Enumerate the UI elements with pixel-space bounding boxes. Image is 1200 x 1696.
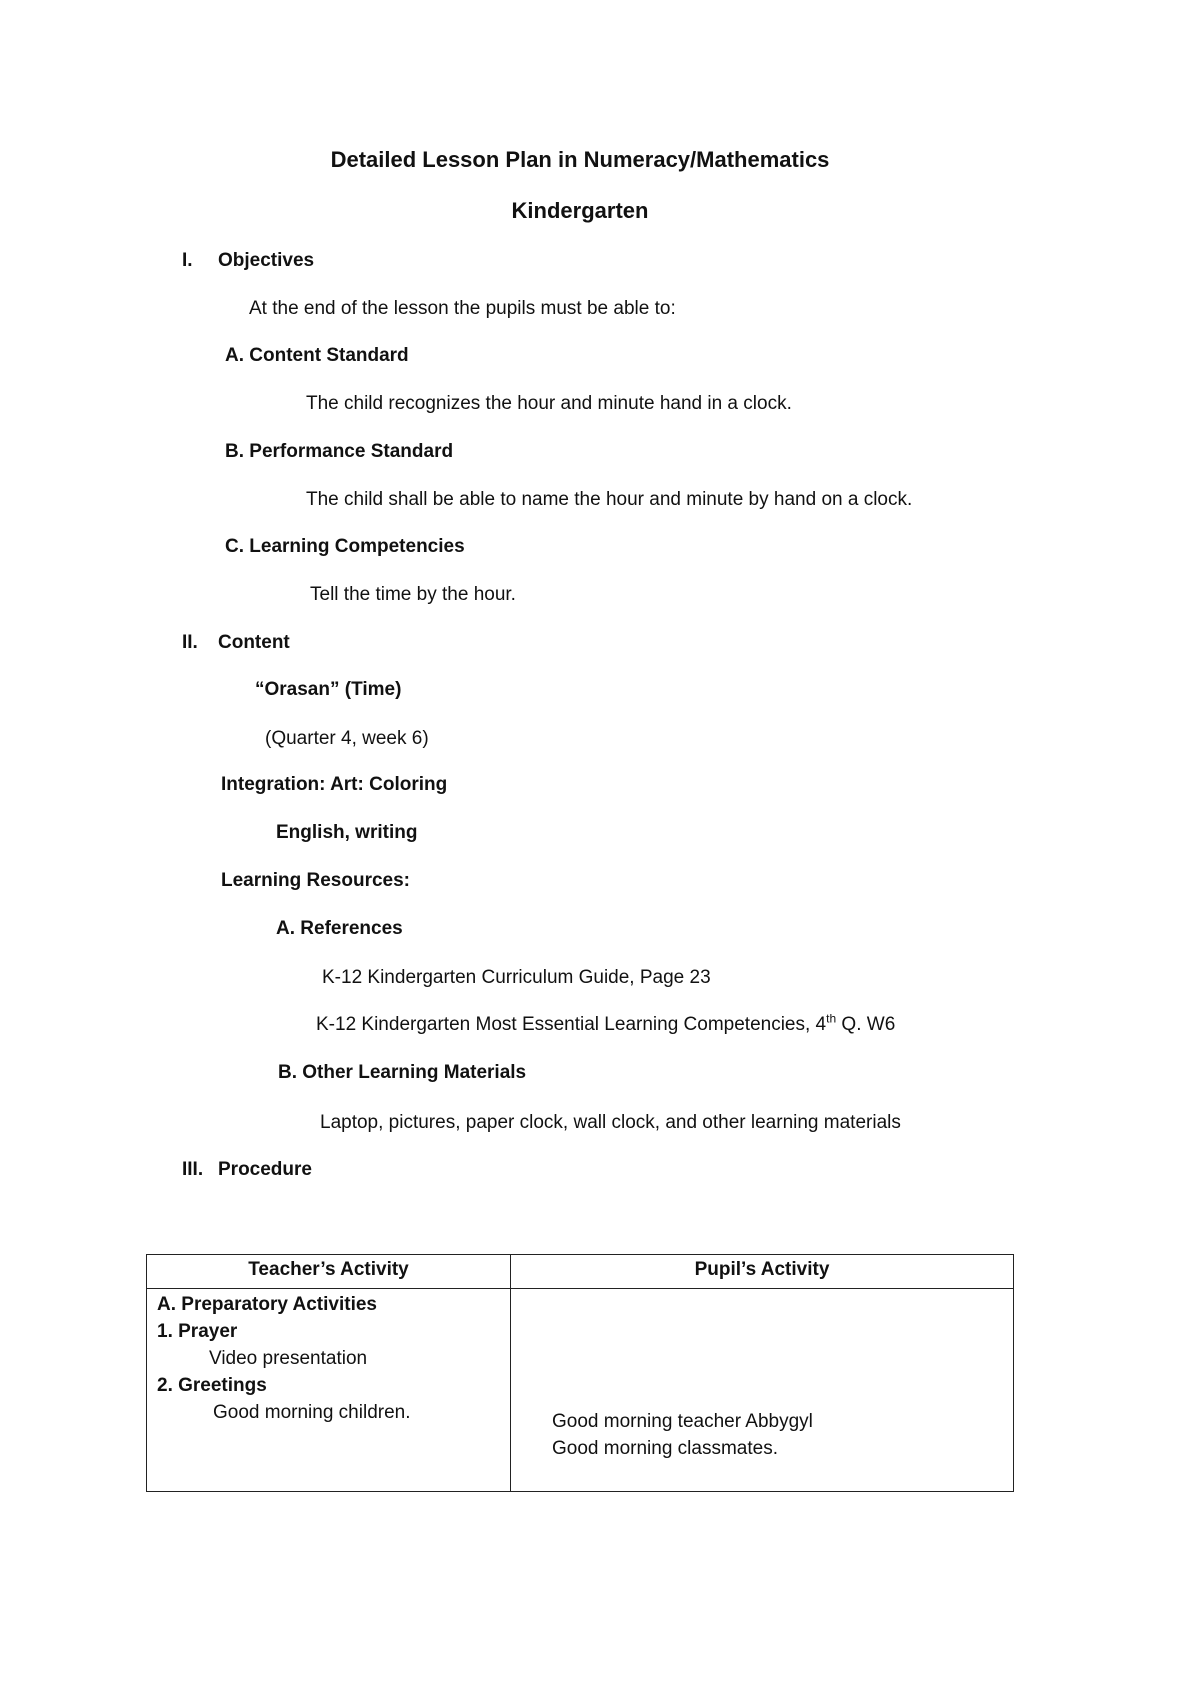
reference-text: K-12 Kindergarten Most Essential Learning Competencies, 4 [316,1014,827,1035]
teacher-section-heading: A. Preparatory Activities [157,1294,377,1315]
content-standard-text: The child recognizes the hour and minute hand in a clock. [306,393,792,414]
learning-competencies-text: Tell the time by the hour. [310,584,516,605]
column-header-pupil: Pupil’s Activity [694,1259,830,1280]
section-title: Objectives [218,250,315,271]
column-divider [510,1255,511,1491]
section-procedure-heading [182,1158,312,1182]
document-title: Detailed Lesson Plan in Numeracy/Mathematics [330,147,830,172]
reference-item [316,1013,895,1037]
content-quarter: (Quarter 4, week 6) [265,728,429,749]
pupil-response-line: Good morning classmates. [552,1438,778,1459]
other-materials-heading: B. Other Learning Materials [278,1062,527,1083]
section-title: Content [218,632,290,653]
learning-resources-heading: Learning Resources: [221,870,410,891]
performance-standard-text: The child shall be able to name the hour and minute by hand on a clock. [306,489,913,510]
learning-competencies-heading: C. Learning Competencies [225,536,465,557]
other-materials-text: Laptop, pictures, paper clock, wall clock, and other learning materials [320,1112,901,1133]
section-number: III. [182,1159,204,1180]
reference-item: K-12 Kindergarten Curriculum Guide, Page 23 [322,967,711,988]
teacher-item-prayer-detail: Video presentation [209,1348,368,1369]
teacher-item-prayer: 1. Prayer [157,1321,238,1342]
content-standard-heading: A. Content Standard [225,345,409,366]
pupil-response-line: Good morning teacher Abbygyl [552,1411,813,1432]
section-number: I. [182,250,193,271]
references-heading: A. References [276,918,403,939]
objectives-intro: At the end of the lesson the pupils must be able to: [249,298,676,319]
ordinal-suffix: th [826,1011,837,1026]
integration-line-2: English, writing [276,822,418,843]
grade-level: Kindergarten [511,198,649,223]
procedure-table [146,1254,1014,1492]
section-objectives-heading [182,249,314,273]
section-number: II. [182,632,198,653]
performance-standard-heading: B. Performance Standard [225,441,454,462]
integration-line: Integration: Art: Coloring [221,774,448,795]
column-header-teacher: Teacher’s Activity [248,1259,409,1280]
teacher-item-greetings: 2. Greetings [157,1375,267,1396]
section-title: Procedure [218,1159,312,1180]
reference-text-end: Q. W6 [836,1014,896,1035]
header-divider [147,1288,1013,1289]
section-content-heading [182,631,290,655]
teacher-item-greetings-detail: Good morning children. [213,1402,411,1423]
content-topic: “Orasan” (Time) [255,679,402,700]
